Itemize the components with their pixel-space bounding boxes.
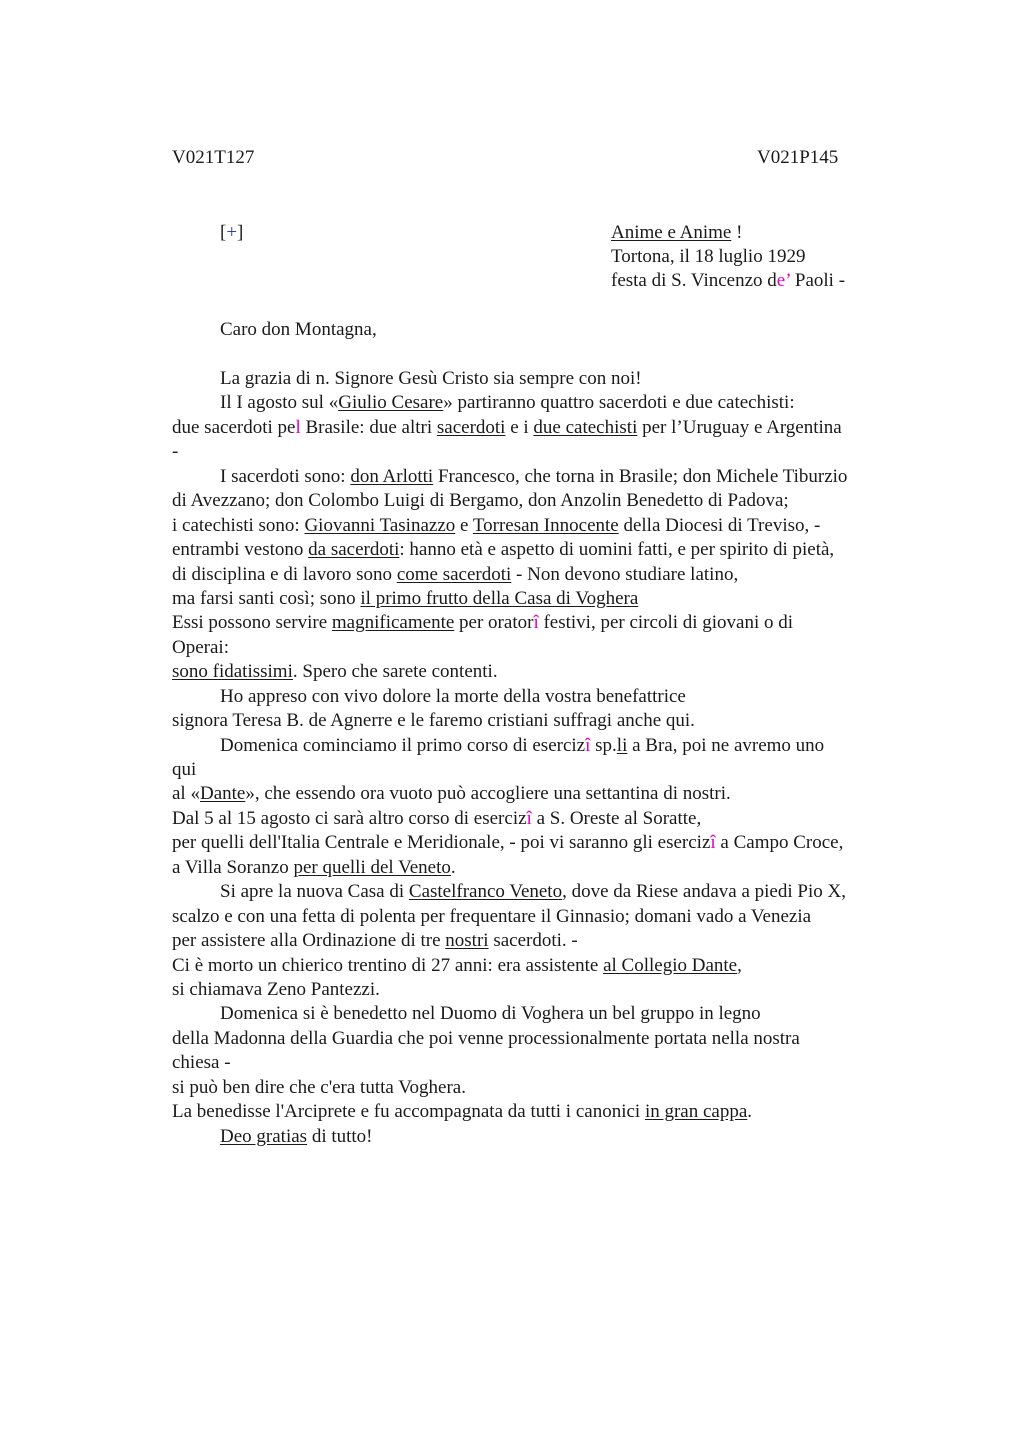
feast-part-b: e’	[776, 270, 791, 291]
body-line	[172, 782, 932, 806]
text-segment: signora Teresa B. de Agnerre e le faremo cristiani suffragi anche qui.	[172, 710, 695, 732]
text-segment: Il I agosto sul «	[220, 392, 339, 414]
place-date: Tortona, il 18 luglio 1929	[611, 246, 806, 267]
text-segment: Domenica si è benedetto nel Duomo di Voghera un bel gruppo in legno	[220, 1003, 761, 1025]
text-segment: Si apre la nuova Casa di	[220, 881, 409, 903]
text-segment: e	[455, 514, 473, 536]
body-line	[172, 563, 932, 587]
text-segment: per l’Uruguay e Argentina	[637, 416, 842, 438]
body-line	[172, 1027, 932, 1051]
text-segment: per assistere alla Ordinazione di tre	[172, 930, 446, 952]
text-segment: ma farsi santi così; sono	[172, 587, 361, 609]
body-line	[172, 611, 932, 635]
body-line	[172, 929, 932, 953]
text-segment: di Avezzano; don Colombo Luigi di Bergamo, don Anzolin Benedetto di Padova;	[172, 490, 789, 512]
text-segment: sacerdoti. -	[488, 930, 578, 952]
body-line	[172, 880, 932, 904]
cross-mark	[220, 221, 243, 245]
body-line	[172, 709, 932, 733]
underlined-text: sacerdoti	[436, 416, 506, 438]
text-segment: Operai:	[172, 636, 229, 658]
text-segment: Francesco, che torna in Brasile; don Michele Tiburzio	[433, 465, 848, 487]
underlined-text: Dante	[199, 783, 246, 805]
text-segment: : hanno età e aspetto di uomini fatti, e per spirito di pietà,	[399, 539, 835, 561]
body-line	[172, 1002, 932, 1026]
title-exclamation: !	[731, 222, 743, 243]
annotation-mark: î	[526, 807, 532, 829]
text-segment: entrambi vestono	[172, 539, 309, 561]
text-segment: chiesa -	[172, 1052, 231, 1074]
feast-part-c: Paoli -	[790, 270, 846, 291]
text-segment: sp.	[590, 734, 617, 756]
body-line	[172, 1051, 932, 1075]
body-line	[172, 465, 932, 489]
text-segment: .	[747, 1101, 753, 1123]
text-segment: .	[450, 856, 456, 878]
text-segment: della Diocesi di Treviso, -	[618, 514, 821, 536]
text-segment: e i	[505, 416, 534, 438]
underlined-text: due catechisti	[533, 416, 638, 438]
annotation-mark: î	[585, 734, 591, 756]
text-segment: due sacerdoti pe	[172, 416, 296, 438]
underlined-text: il primo frutto della Casa di Voghera	[360, 587, 639, 609]
text-segment: Domenica cominciamo il primo corso di eserciz	[220, 734, 586, 756]
body-line	[172, 856, 932, 880]
text-segment: di disciplina e di lavoro sono	[172, 563, 397, 585]
text-segment: per quelli dell'Italia Centrale e Meridionale, - poi vi saranno gli eserciz	[172, 832, 711, 854]
text-segment: a Campo Croce,	[715, 832, 844, 854]
text-segment: per orator	[454, 612, 534, 634]
body-line	[172, 734, 932, 758]
underlined-text: in gran cappa	[644, 1101, 748, 1123]
body-line	[172, 1100, 932, 1124]
annotation-mark: l	[295, 416, 301, 438]
body-line	[172, 978, 932, 1002]
text-segment: La grazia di n. Signore Gesù Cristo sia sempre con noi!	[220, 368, 642, 389]
text-segment: a S. Oreste al Soratte,	[531, 807, 702, 829]
underlined-text: Giulio Cesare	[338, 392, 444, 414]
text-segment: » partiranno quattro sacerdoti e due catechisti:	[443, 392, 795, 414]
feast-part-a: festa di S. Vincenzo d	[611, 270, 777, 291]
bracket-close: ]	[237, 222, 244, 243]
underlined-text: don Arlotti	[350, 465, 434, 487]
underlined-text: li	[616, 734, 628, 756]
text-segment: , dove da Riese andava a piedi Pio X,	[562, 881, 846, 903]
text-segment: Ci è morto un chierico trentino di 27 anni: era assistente	[172, 954, 604, 976]
text-segment: si chiamava Zeno Pantezzi.	[172, 978, 380, 1000]
text-segment: - Non devono studiare latino,	[511, 563, 739, 585]
body-line	[172, 685, 932, 709]
text-segment: La benedisse l'Arciprete e fu accompagnata da tutti i canonici	[172, 1101, 645, 1123]
text-segment: », che essendo ora vuoto può accogliere una settantina di nostri.	[245, 783, 731, 805]
letter-body	[172, 367, 932, 1149]
text-segment: a Villa Soranzo	[172, 856, 294, 878]
text-segment: scalzo e con una fetta di polenta per frequentare il Ginnasio; domani vado a Venezia	[172, 905, 812, 927]
body-line	[172, 807, 932, 831]
body-line	[172, 660, 932, 684]
body-line	[172, 636, 932, 660]
underlined-text: da sacerdoti	[308, 539, 400, 561]
title-text: Anime e Anime	[611, 222, 732, 243]
text-segment: si può ben dire che c'era tutta Voghera.	[172, 1076, 466, 1098]
annotation-mark: î	[533, 612, 539, 634]
underlined-text: per quelli del Veneto	[293, 856, 451, 878]
text-segment: Dal 5 al 15 agosto ci sarà altro corso di eserciz	[172, 807, 527, 829]
text-segment: della Madonna della Guardia che poi venne processionalmente portata nella nostra	[172, 1027, 800, 1049]
bracket-open: [	[220, 222, 227, 243]
underlined-text: al Collegio Dante	[603, 954, 738, 976]
body-line	[172, 514, 932, 538]
underlined-text: come sacerdoti	[396, 563, 512, 585]
feast-line	[611, 269, 845, 293]
plus-icon: +	[226, 222, 238, 243]
underlined-text: Torresan Innocente	[472, 514, 619, 536]
text-segment: ,	[737, 954, 742, 976]
text-segment: di tutto!	[307, 1125, 373, 1147]
body-line	[172, 905, 932, 929]
text-segment: Essi possono servire	[172, 612, 332, 634]
underlined-text: Giovanni Tasinazzo	[304, 514, 456, 536]
body-line	[172, 440, 932, 464]
text-segment: qui	[172, 759, 197, 780]
document-code-right: V021P145	[757, 147, 839, 168]
body-line	[172, 954, 932, 978]
body-line	[172, 538, 932, 562]
underlined-text: magnificamente	[331, 612, 455, 634]
text-segment: Ho appreso con vivo dolore la morte della vostra benefattrice	[220, 685, 686, 707]
text-segment: festivi, per circoli di giovani o di	[538, 612, 794, 634]
body-line	[172, 416, 932, 440]
underlined-text: Deo gratias	[220, 1125, 308, 1147]
body-line	[172, 587, 932, 611]
salutation: Caro don Montagna,	[220, 319, 377, 340]
letter-title	[611, 221, 742, 245]
annotation-mark: î	[710, 832, 716, 854]
text-segment: al «	[172, 783, 200, 805]
body-line	[172, 831, 932, 855]
text-segment: Brasile: due altri	[300, 416, 437, 438]
underlined-text: nostri	[445, 930, 489, 952]
body-line	[172, 367, 932, 391]
body-line	[172, 758, 932, 782]
underlined-text: sono fidatissimi	[172, 661, 293, 683]
text-segment: . Spero che sarete contenti.	[292, 661, 498, 683]
text-segment: i catechisti sono:	[172, 514, 305, 536]
text-segment: a Bra, poi ne avremo uno	[627, 734, 825, 756]
body-line	[172, 1076, 932, 1100]
text-segment: I sacerdoti sono:	[220, 465, 351, 487]
underlined-text: Castelfranco Veneto	[408, 881, 563, 903]
text-segment: -	[172, 441, 179, 463]
body-line	[172, 489, 932, 513]
document-code-left: V021T127	[172, 147, 255, 168]
body-line	[172, 1125, 932, 1149]
body-line	[172, 391, 932, 415]
